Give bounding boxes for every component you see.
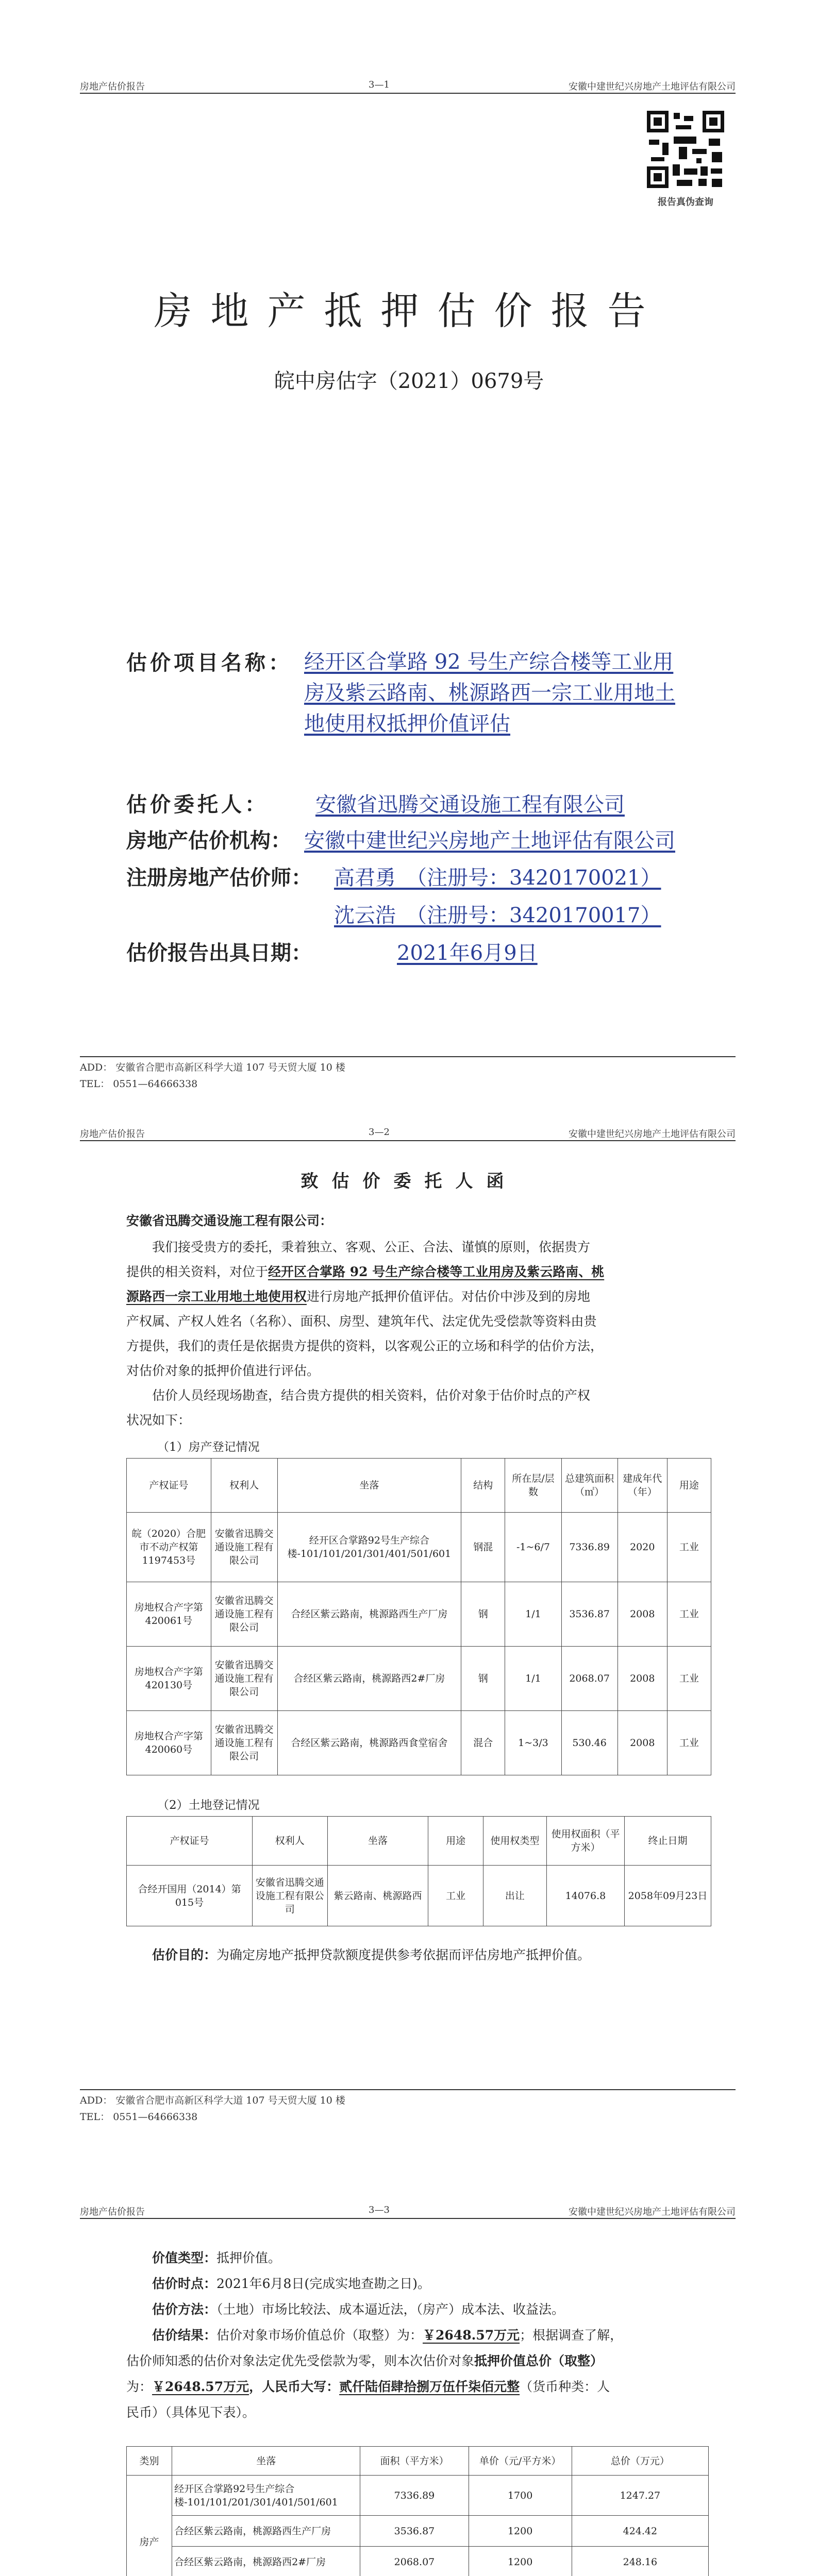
page-header [80,1125,736,1141]
category-cell: 房产 [127,2476,172,2576]
para-5: 估价人员经现场勘查，结合贵方提供的相关资料，估价对象于估价时点的产权 [152,1388,591,1403]
col-header: 类别 [127,2447,172,2476]
col-header: 单价（元/平方米） [469,2447,572,2476]
table-cell: 2008 [617,1582,667,1647]
page-header [80,2202,736,2219]
table-row [127,1711,711,1775]
value-type-label: 价值类型： [152,2250,217,2265]
appraiser-1: 高君勇 （注册号：3420170021） [334,866,661,890]
col-header: 产权证号 [127,1459,211,1513]
table-cell: 安徽省迅腾交通设施工程有限公司 [211,1513,277,1582]
col-header: 用途 [667,1459,711,1513]
project-line-2: 房及紫云路南、桃源路西一宗工业用地土 [304,681,675,705]
market-value: ￥2648.57万元 [423,2328,520,2343]
para-3: 方提供，我们的责任是依据贵方提供的资料，以客观公正的立场和科学的估价方法， [126,1338,604,1353]
result-line-1 [126,2323,711,2348]
para-1: 我们接受贵方的委托，秉着独立、客观、公正、合法、谨慎的原则，依据贵方 [152,1240,591,1255]
appraiser-2: 沈云浩 （注册号：3420170017） [334,904,661,927]
result-line-4: 民币）（具体见下表）。 [126,2405,256,2420]
table-cell: 1200 [469,2547,572,2576]
table-cell: 424.42 [572,2516,708,2547]
land-table [126,1816,711,1926]
col-header: 面积（平方米） [360,2447,469,2476]
footer-address: ADD： 安徽省合肥市高新区科学大道 107 号天贸大厦 10 楼 [80,2095,345,2106]
org-label: 房地产估价机构： [126,828,291,853]
header-right: 安徽中建世纪兴房地产土地评估有限公司 [569,1129,736,1140]
table-row [127,1866,711,1926]
letter-title: 致估价委托人函 [301,1171,517,1192]
table-cell: 3536.87 [561,1582,617,1647]
table-cell: 7336.89 [561,1513,617,1582]
table-cell: 合经区紫云路南，桃源路西生产厂房 [277,1582,461,1647]
project-line-3: 地使用权抵押价值评估 [304,712,510,736]
date-label: 估价报告出具日期： [126,941,312,965]
footer-phone: TEL： 0551—64666338 [80,2111,198,2123]
table-cell: 7336.89 [360,2476,469,2516]
table-cell: 房地权合产字第420061号 [127,1582,211,1647]
table-cell: 1~3/3 [505,1711,561,1775]
col-header: 坐落 [327,1817,428,1866]
table-cell: 合经区紫云路南，桃源路西2#厂房 [277,1647,461,1711]
result-text-a: 估价对象市场价值总价（取整）为： [216,2328,423,2343]
table-cell: 紫云路南、桃源路西 [327,1866,428,1926]
col-header: 坐落 [277,1459,461,1513]
table-cell: 皖（2020）合肥市不动产权第1197453号 [127,1513,211,1582]
table-cell: 工业 [667,1513,711,1582]
table-cell: 安徽省迅腾交通设施工程有限公司 [253,1866,328,1926]
property-table [126,1458,711,1775]
value-in-words: 贰仟陆佰肆拾捌万伍仟柒佰元整 [339,2379,520,2394]
project-value [304,647,747,739]
table-cell: -1~6/7 [505,1513,561,1582]
table-cell: 安徽省迅腾交通设施工程有限公司 [211,1711,277,1775]
table-row [127,1513,711,1582]
result-text-h: ，人民币大写： [249,2379,340,2394]
result-line-2 [126,2348,711,2374]
methods [126,2297,711,2323]
date-value: 2021年6月9日 [397,941,538,965]
col-header: 坐落 [172,2447,360,2476]
table-cell: 2008 [617,1647,667,1711]
valuation-table [126,2446,709,2576]
table-cell: 工业 [667,1711,711,1775]
table-row [127,1647,711,1711]
table-header-row [127,2447,709,2476]
table-cell: 合经区紫云路南，桃源路西食堂宿舍 [277,1711,461,1775]
col-header: 使用权面积（平方米） [546,1817,624,1866]
table-row [127,2476,709,2516]
project-line-1: 经开区合掌路 92 号生产综合楼等工业用 [304,650,674,674]
table2-caption: （2）土地登记情况 [157,1799,260,1812]
table-cell: 1200 [469,2516,572,2547]
methods-label: 估价方法： [152,2302,217,2317]
table1-caption: （1）房产登记情况 [157,1440,260,1454]
table-cell: 安徽省迅腾交通设施工程有限公司 [211,1647,277,1711]
value-date-label: 估价时点： [152,2276,217,2291]
table-cell: 1700 [469,2476,572,2516]
report-title: 房地产抵押估价报告 [154,289,664,333]
header-page-number: 3—2 [369,1127,390,1138]
page-3 [0,2200,818,2576]
table-cell: 合经区紫云路南，桃源路西生产厂房 [172,2516,360,2547]
value-date-text: 2021年6月8日(完成实地查勘之日)。 [216,2276,430,2291]
table-cell: 房地权合产字第420130号 [127,1647,211,1711]
col-header: 结构 [461,1459,505,1513]
table-cell: 2068.07 [360,2547,469,2576]
table-row [127,2516,709,2547]
table-header-row [127,1817,711,1866]
table-cell: 3536.87 [360,2516,469,2547]
project-label: 估价项目名称： [126,651,292,675]
table-cell: 经开区合掌路92号生产综合楼-101/101/201/301/401/501/601 [172,2476,360,2516]
table-cell: 1/1 [505,1582,561,1647]
page-footer [80,2089,736,2125]
appraiser-label: 注册房地产估价师： [126,866,312,890]
para-1e: 进行房地产抵押价值评估。对估价中涉及到的房地 [307,1289,591,1304]
page-1 [0,0,818,1097]
result-text-f: 为： [126,2379,153,2394]
table-cell: 钢混 [461,1513,505,1582]
table-cell: 2068.07 [561,1647,617,1711]
footer-address: ADD： 安徽省合肥市高新区科学大道 107 号天贸大厦 10 楼 [80,1062,345,1073]
page-header [80,77,736,94]
result-text-d: 估价师知悉的估价对象法定优先受偿款为零，则本次估价对象 [126,2353,475,2368]
col-header: 用途 [428,1817,483,1866]
table-cell: 2020 [617,1513,667,1582]
table-cell: 合经开国用（2014）第015号 [127,1866,253,1926]
value-type [126,2245,711,2271]
para-6: 状况如下： [126,1413,191,1428]
qr-caption: 报告真伪查询 [658,197,713,208]
col-header: 建成年代（年） [617,1459,667,1513]
table-cell: 14076.8 [546,1866,624,1926]
col-header: 产权证号 [127,1817,253,1866]
header-page-number: 3—1 [369,79,390,90]
purpose-text: 为确定房地产抵押贷款额度提供参考依据而评估房地产抵押价值。 [216,1947,591,1962]
page-footer [80,1056,736,1092]
table-cell: 1247.27 [572,2476,708,2516]
col-header: 权利人 [253,1817,328,1866]
para-1-cont2 [126,1284,709,1309]
table-cell: 1/1 [505,1647,561,1711]
footer-phone: TEL： 0551—64666338 [80,1078,198,1090]
header-left: 房地产估价报告 [80,81,145,92]
table-cell: 出让 [483,1866,546,1926]
value-date [126,2271,711,2297]
header-right: 安徽中建世纪兴房地产土地评估有限公司 [569,2207,736,2217]
result-line-3 [126,2374,711,2400]
col-header: 总建筑面积（㎡） [561,1459,617,1513]
purpose-label: 估价目的： [152,1947,217,1962]
table-cell: 工业 [667,1582,711,1647]
col-header: 权利人 [211,1459,277,1513]
client-value: 安徽省迅腾交通设施工程有限公司 [315,793,625,817]
para-4: 对估价对象的抵押价值进行评估。 [126,1363,320,1378]
value-type-text: 抵押价值。 [216,2250,281,2265]
page-2 [0,1100,818,2197]
report-number: 皖中房估字（2021）0679号 [274,369,544,393]
para-1b: 提供的相关资料，对位于 [126,1264,269,1279]
table-cell: 合经区紫云路南，桃源路西2#厂房 [172,2547,360,2576]
table-cell: 工业 [428,1866,483,1926]
property-address: 经开区合掌路 92 号生产综合楼等工业用房及紫云路南、桃 [268,1264,605,1279]
client-label: 估价委托人： [126,792,269,817]
methods-text: （土地）市场比较法、成本逼近法，（房产）成本法、收益法。 [216,2302,565,2317]
table-cell: 混合 [461,1711,505,1775]
org-value: 安徽中建世纪兴房地产土地评估有限公司 [304,829,675,853]
letter-body [126,1235,709,1433]
col-header: 总价（万元） [572,2447,708,2476]
purpose [152,1945,590,1963]
para-2: 产权属、产权人姓名（名称）、面积、房型、建筑年代、法定优先受偿款等资料由贵 [126,1314,597,1329]
table-cell: 经开区合掌路92号生产综合楼-101/101/201/301/401/501/601 [277,1513,461,1582]
result-text-c: ；根据调查了解， [520,2328,623,2343]
col-header: 使用权类型 [483,1817,546,1866]
qr-code[interactable] [647,111,724,188]
header-left: 房地产估价报告 [80,2207,145,2217]
result-text-j: （货币种类：人 [520,2379,610,2394]
table-row [127,1582,711,1647]
table-cell: 房地权合产字第420060号 [127,1711,211,1775]
table-row [127,2547,709,2576]
header-left: 房地产估价报告 [80,1129,145,1140]
table-header-row [127,1459,711,1513]
table-cell: 钢 [461,1582,505,1647]
addressee: 安徽省迅腾交通设施工程有限公司： [126,1213,333,1228]
col-header: 终止日期 [625,1817,711,1866]
result-label: 估价结果： [152,2328,217,2343]
table-cell: 248.16 [572,2547,708,2576]
property-address-2: 源路西一宗工业用地土地使用权 [126,1289,307,1304]
header-page-number: 3—3 [369,2205,390,2215]
table-cell: 安徽省迅腾交通设施工程有限公司 [211,1582,277,1647]
para-1-cont [126,1260,709,1284]
header-right: 安徽中建世纪兴房地产土地评估有限公司 [569,81,736,92]
result-text-e: 抵押价值总价（取整） [474,2353,604,2368]
table-cell: 钢 [461,1647,505,1711]
table-cell: 2058年09月23日 [625,1866,711,1926]
table-cell: 530.46 [561,1711,617,1775]
mortgage-value: ￥2648.57万元 [152,2379,249,2394]
col-header: 所在层/层数 [505,1459,561,1513]
table-cell: 2008 [617,1711,667,1775]
conclusion-body [126,2245,711,2426]
table-cell: 工业 [667,1647,711,1711]
